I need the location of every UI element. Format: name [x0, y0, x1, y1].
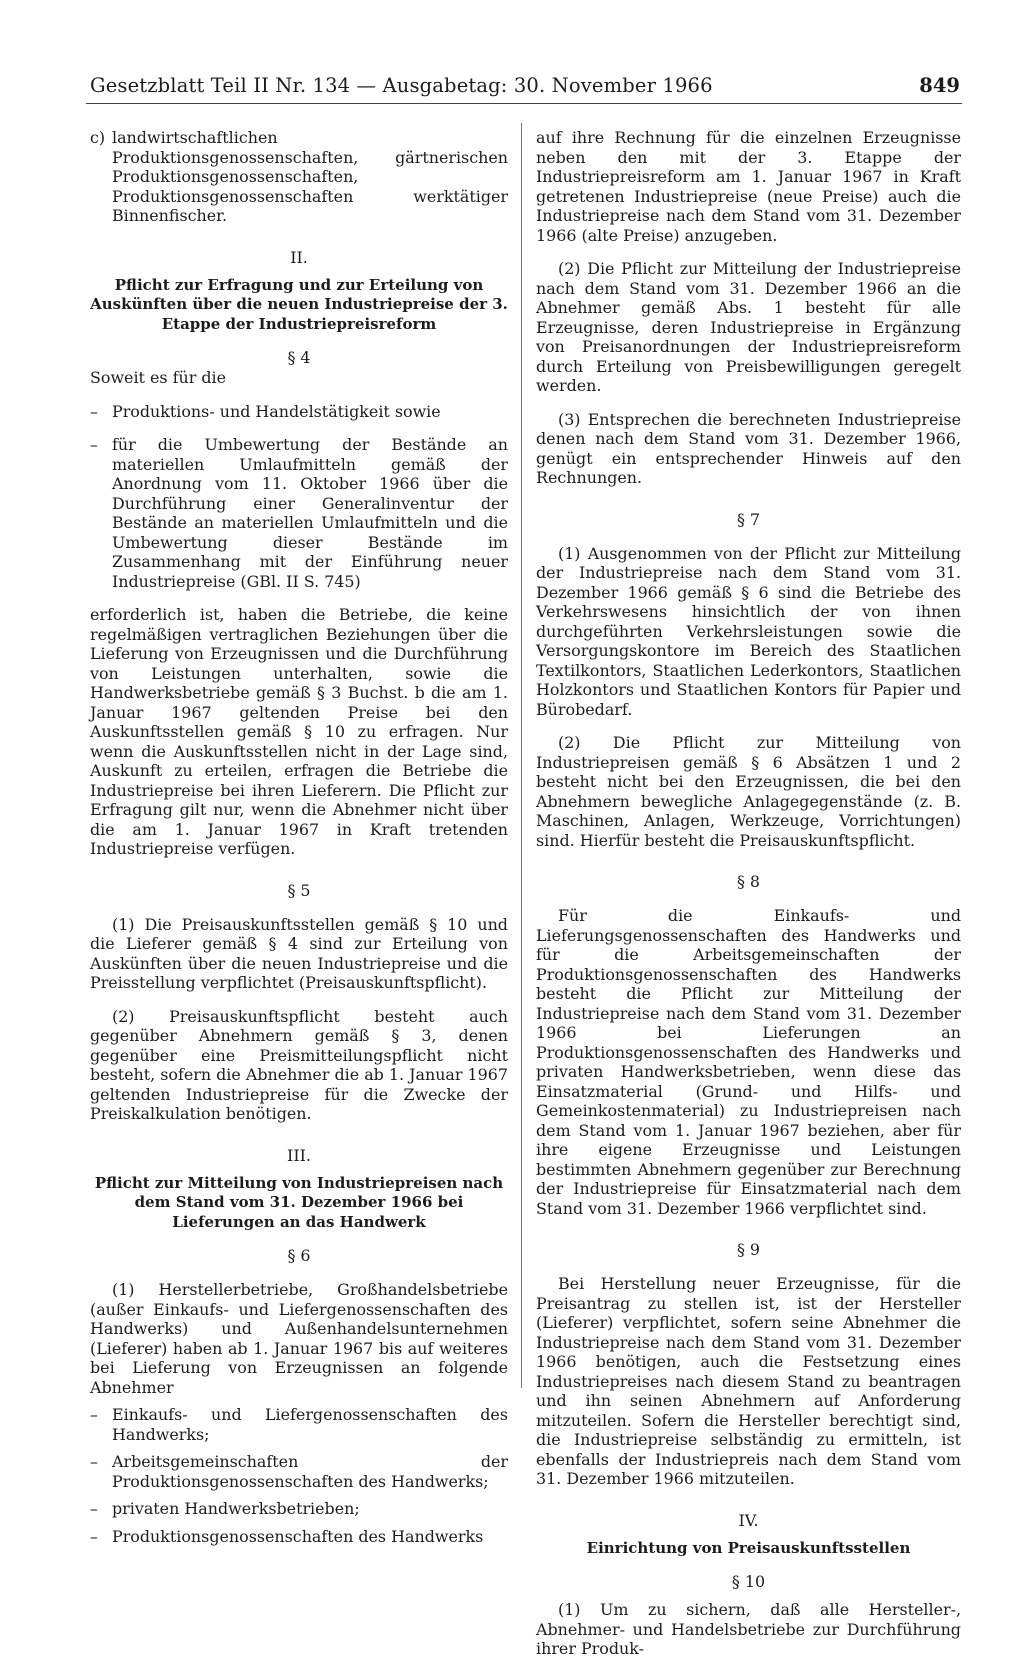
paragraph: (1) Ausgenommen von der Pflicht zur Mitteilung der Industriepreise nach dem Stand vom 31. Dezember 1966 gemäß § 6 sind die Betriebe des Verkehrswesens hinsichtlich der von ihnen durchgeführten Verkehrsleistungen sowie die Versorgungskontore im Bereich des Staatlichen Textilkontors, Staatlichen Lederkontors, Staatlichen Holzkontors und Staatlichen Kontors für Papier und Bürobedarf.	[536, 543, 961, 719]
header-title: Gesetzblatt Teil II Nr. 134 — Ausgabetag: 30. November 1966	[90, 74, 713, 97]
paragraph: (1) Die Preisauskunftsstellen gemäß § 10 und die Lieferer gemäß § 4 sind zur Erteilung von Auskünften über die neuen Industriepreise und die Preisstellung verpflichtet (Preisauskunftspflicht).	[90, 914, 508, 992]
list-item	[90, 435, 508, 591]
section-label: § 4	[287, 348, 311, 367]
paragraph: (1) Um zu sichern, daß alle Hersteller-, Abnehmer- und Handelsbetriebe zur Durchführung ihrer Produk-	[536, 1600, 961, 1658]
list-item-text: Arbeitsgemeinschaften der Produktionsgenossenschaften des Handwerks;	[112, 1452, 508, 1491]
section-label: § 10	[731, 1572, 766, 1591]
list-item	[90, 1527, 508, 1547]
list-item-text: privaten Handwerksbetrieben;	[112, 1499, 360, 1518]
paragraph: (2) Die Pflicht zur Mitteilung von Industriepreisen gemäß § 6 Absätzen 1 und 2 besteht nicht bei den Erzeugnissen, die bei den Abnehmern bewegliche Anlagegegenstände (z. B. Maschinen, Anlagen, Werkzeuge, Vorrichtungen) sind. Hierfür besteht die Preisauskunftspflicht.	[536, 733, 961, 850]
paragraph: (2) Preisauskunftspflicht besteht auch gegenüber Abnehmern gemäß § 3, denen gegenüber eine Preismitteilungspflicht nicht besteht, sofern die Abnehmer die ab 1. Januar 1967 geltenden Industriepreise für die Zwecke der Preiskalkulation benötigen.	[90, 1006, 508, 1123]
paragraph: (3) Entsprechen die berechneten Industriepreise denen nach dem Stand vom 31. Dezember 1966, genügt ein entsprechender Hinweis auf den Rechnungen.	[536, 409, 961, 487]
paragraph: (2) Die Pflicht zur Mitteilung der Industriepreise nach dem Stand vom 31. Dezember 1966 an die Abnehmer gemäß Abs. 1 besteht für alle Erzeugnisse, deren Industriepreise in Ergänzung von Preisanordnungen der Industriepreisreform durch Erteilung von Preisbewilligungen geregelt werden.	[536, 259, 961, 395]
part-title: Einrichtung von Preisauskunftsstellen	[586, 1538, 911, 1557]
page-number: 849	[919, 74, 960, 97]
page-header	[90, 74, 960, 104]
list-item	[90, 1405, 508, 1444]
paragraph: Bei Herstellung neuer Erzeugnisse, für die Preisantrag zu stellen ist, ist der Hersteller (Lieferer) verpflichtet, sofern seine Abnehmer die Industriepreise nach dem Stand vom 31. Dezember 1966 benötigen, auch die Festsetzung eines Industriepreises nach diesem Stand zu beantragen und ihn seinen Abnehmern auf Anforderung mitzuteilen. Sofern die Hersteller berechtigt sind, die Industriepreise selbständig zu ermitteln, ist ebenfalls der Industriepreis nach dem Stand vom 31. Dezember 1966 mitzuteilen.	[536, 1274, 961, 1488]
paragraph: erforderlich ist, haben die Betriebe, die keine regelmäßigen vertraglichen Beziehungen über die Lieferung von Erzeugnissen und die Durchführung von Leistungen unterhalten, sowie die Handwerksbetriebe gemäß § 3 Buchst. b die am 1. Januar 1967 geltenden Preise bei den Auskunftsstellen gemäß § 10 zu erfragen. Nur wenn die Auskunftsstellen nicht in der Lage sind, Auskunft zu erteilen, erfragen die Betriebe die Industriepreise bei ihren Lieferern. Die Pflicht zur Erfragung gilt nur, wenn die Abnehmer nicht über die am 1. Januar 1967 in Kraft tretenden Industriepreise verfügen.	[90, 605, 508, 858]
dash-marker: –	[90, 435, 98, 454]
paragraph: Soweit es für die	[90, 368, 227, 387]
list-item	[90, 1499, 508, 1519]
paragraph: (1) Herstellerbetriebe, Großhandelsbetriebe (außer Einkaufs- und Liefergenossenschaften des Handwerks) und Außenhandelsunternehmen (Lieferer) haben ab 1. Januar 1967 bis auf weiteres bei Lieferung von Erzeugnissen an folgende Abnehmer	[90, 1280, 508, 1397]
right-column	[536, 128, 961, 1659]
section-label: § 5	[287, 880, 311, 900]
section-label: § 7	[736, 509, 761, 529]
left-column	[90, 128, 508, 1546]
part-title: Pflicht zur Mitteilung von Industriepreisen nach dem Stand vom 31. Dezember 1966 bei Lieferungen an das Handwerk	[94, 1173, 504, 1231]
paragraph: Für die Einkaufs- und Lieferungsgenossenschaften des Handwerks und für die Arbeitsgemeinschaften der Produktionsgenossenschaften des Handwerks besteht die Pflicht zur Mitteilung der Industriepreise nach dem Stand vom 31. Dezember 1966 bei Lieferungen an Produktionsgenossenschaften des Handwerks und privaten Handwerksbetrieben, wenn diese das Einsatzmaterial (Grund- und Hilfs- und Gemeinkostenmaterial) zu Industriepreisen nach dem Stand vom 1. Januar 1967 beziehen, aber für ihre eigene Erzeugnisse und Leistungen bestimmten Abnehmern gegenüber zur Berechnung der Industriepreise für Einsatzmaterial nach dem Stand vom 31. Dezember 1966 verpflichtet sind.	[536, 906, 961, 1218]
list-marker: c)	[90, 128, 106, 147]
list-item	[90, 402, 508, 422]
section-label: § 6	[287, 1246, 311, 1265]
dash-marker: –	[90, 1452, 98, 1471]
part-number: IV.	[738, 1510, 759, 1530]
section-label: § 9	[736, 1240, 761, 1259]
dash-marker: –	[90, 1405, 98, 1424]
list-item-text: Produktions- und Handelstätigkeit sowie	[112, 401, 441, 421]
section-label: § 8	[736, 872, 761, 891]
part-number: II.	[290, 247, 308, 267]
list-item-c	[90, 128, 508, 226]
list-item-text: landwirtschaftlichen Produktionsgenossenschaften, gärtnerischen Produktionsgenossenschaften, Produktionsgenossenschaften werktätiger Binnenfischer.	[112, 128, 508, 225]
list-item	[90, 1452, 508, 1491]
column-divider	[521, 123, 522, 1388]
part-number: III.	[287, 1145, 311, 1165]
paragraph: auf ihre Rechnung für die einzelnen Erzeugnisse neben den mit der 3. Etappe der Industriepreisreform am 1. Januar 1967 in Kraft getretenen Industriepreise (neue Preise) auch die Industriepreise nach dem Stand vom 31. Dezember 1966 (alte Preise) anzugeben.	[536, 128, 961, 245]
header-rule	[86, 103, 962, 104]
part-title: Pflicht zur Erfragung und zur Erteilung von Auskünften über die neuen Industriepreise der 3. Etappe der Industriepreisreform	[90, 275, 508, 333]
dash-marker: –	[90, 1499, 98, 1518]
list-item-text: Produktionsgenossenschaften des Handwerks	[112, 1526, 484, 1546]
list-item-text: für die Umbewertung der Bestände an materiellen Umlaufmitteln gemäß der Anordnung vom 11. Oktober 1966 über die Durchführung einer Generalinventur der Bestände an materiellen Umlaufmitteln und die Umbewertung dieser Bestände im Zusammenhang mit der Einführung neuer Industriepreise (GBl. II S. 745)	[112, 435, 508, 591]
dash-marker: –	[90, 401, 98, 421]
dash-marker: –	[90, 1526, 98, 1546]
list-item-text: Einkaufs- und Liefergenossenschaften des Handwerks;	[112, 1405, 508, 1444]
